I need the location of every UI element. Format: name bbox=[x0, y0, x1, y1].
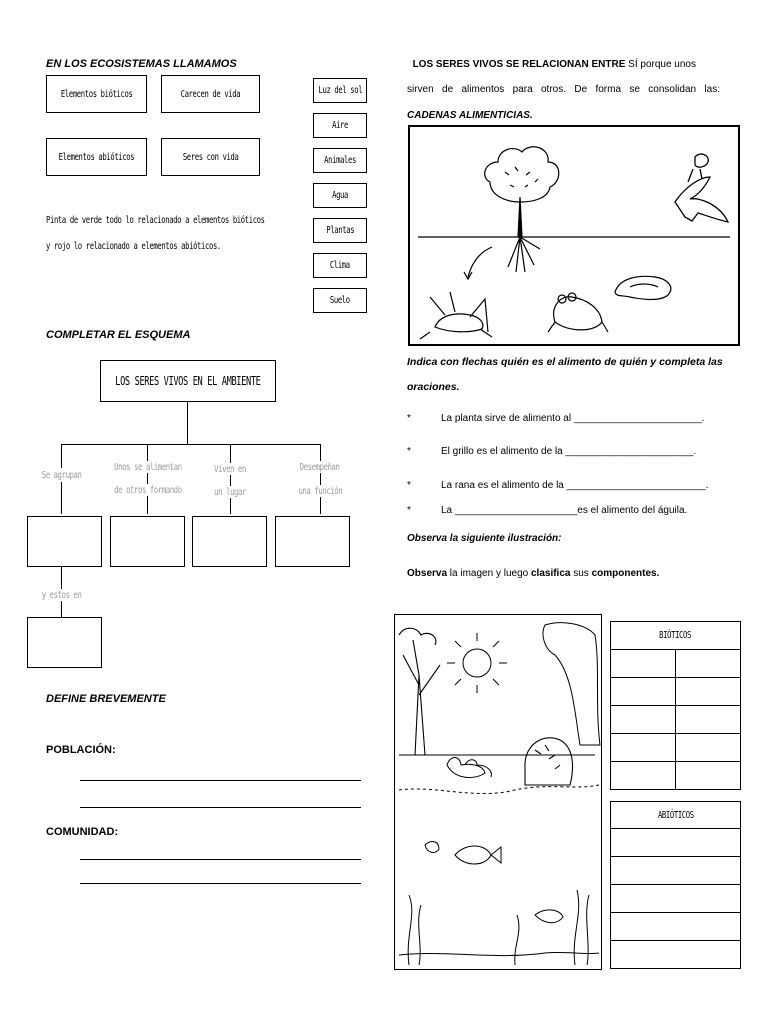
scheme-drop-4 bbox=[320, 444, 321, 514]
observe-classify-instruction: Observa la imagen y luego clasifica sus componentes. bbox=[407, 568, 660, 579]
element-box-animals[interactable]: Animales bbox=[313, 148, 367, 173]
instruction-line-1: Pinta de verde todo lo relacionado a elementos bióticos bbox=[46, 215, 265, 226]
ecosystems-heading: EN LOS ECOSISTEMAS LLAMAMOS bbox=[46, 58, 237, 70]
eagle-icon bbox=[675, 154, 728, 222]
bioticos-cell[interactable] bbox=[611, 706, 676, 734]
food-chains-title: CADENAS ALIMENTICIAS. bbox=[407, 110, 533, 121]
bioticos-header: BIÓTICOS bbox=[610, 621, 741, 650]
bullet-4: * bbox=[407, 505, 411, 516]
scheme-branch-line bbox=[61, 444, 321, 445]
branch-label-3a: Viven en bbox=[200, 463, 260, 475]
abioticos-cell[interactable] bbox=[611, 913, 741, 941]
abioticos-cell[interactable] bbox=[611, 829, 741, 857]
bullet-1: * bbox=[407, 413, 411, 424]
food-chain-illustration bbox=[408, 125, 740, 346]
scheme-sub-label: y estos en bbox=[40, 589, 84, 601]
bioticos-cell[interactable] bbox=[611, 678, 676, 706]
scheme-answer-box-3[interactable] bbox=[192, 516, 267, 567]
bioticos-table bbox=[610, 649, 741, 790]
instruction-line-2: y rojo lo relacionado a elementos abióticos. bbox=[46, 241, 221, 252]
element-box-plants[interactable]: Plantas bbox=[313, 218, 367, 243]
define-heading: DEFINE BREVEMENTE bbox=[46, 693, 166, 705]
sentence-4[interactable]: La ______________________es el alimento del águila. bbox=[441, 505, 688, 516]
intro-line-1: LOS SERES VIVOS SE RELACIONAN ENTRE SÍ porque unos bbox=[412, 59, 696, 70]
comunidad-label: COMUNIDAD: bbox=[46, 826, 119, 838]
branch-label-2a: Unos se alimentan bbox=[110, 461, 185, 473]
bioticos-cell[interactable] bbox=[676, 650, 741, 678]
branch-label-4a: Desempeñan bbox=[285, 461, 355, 473]
scheme-connector bbox=[187, 402, 188, 444]
element-box-climate[interactable]: Clima bbox=[313, 253, 367, 278]
tree-icon bbox=[399, 628, 440, 755]
comunidad-line-1[interactable] bbox=[80, 859, 361, 860]
bioticos-cell[interactable] bbox=[676, 706, 741, 734]
fish-icon bbox=[425, 842, 563, 923]
abioticos-table bbox=[610, 828, 741, 969]
match-box-biotic[interactable]: Elementos bióticos bbox=[46, 75, 147, 113]
bioticos-cell[interactable] bbox=[676, 734, 741, 762]
arrows-instruction: Indica con flechas quién es el alimento de quién y completa las oraciones. bbox=[407, 356, 723, 393]
abioticos-header: ABIÓTICOS bbox=[610, 801, 741, 829]
poblacion-line-1[interactable] bbox=[80, 780, 361, 781]
frog-icon bbox=[548, 293, 608, 332]
cricket-icon bbox=[420, 292, 492, 339]
bioticos-cell[interactable] bbox=[611, 734, 676, 762]
snake-icon bbox=[615, 276, 671, 299]
bullet-2: * bbox=[407, 446, 411, 457]
scheme-answer-box-2[interactable] bbox=[110, 516, 185, 567]
scheme-answer-box-4[interactable] bbox=[275, 516, 350, 567]
branch-label-4b: una función bbox=[285, 485, 355, 497]
bioticos-cell[interactable] bbox=[676, 762, 741, 790]
sentence-1[interactable]: La planta sirve de alimento al _______________________. bbox=[441, 413, 705, 424]
poblacion-line-2[interactable] bbox=[80, 807, 361, 808]
element-box-water[interactable]: Agua bbox=[313, 183, 367, 208]
match-box-no-life[interactable]: Carecen de vida bbox=[161, 75, 260, 113]
bioticos-cell[interactable] bbox=[611, 650, 676, 678]
scheme-drop-3 bbox=[230, 444, 231, 514]
match-box-abiotic[interactable]: Elementos abióticos bbox=[46, 138, 147, 176]
bullet-3: * bbox=[407, 480, 411, 491]
scheme-drop-2 bbox=[147, 444, 148, 514]
scheme-answer-box-5[interactable] bbox=[27, 617, 102, 668]
food-chain-drawing bbox=[410, 127, 738, 344]
scheme-heading: COMPLETAR EL ESQUEMA bbox=[46, 329, 191, 341]
branch-label-3b: un lugar bbox=[200, 486, 260, 498]
branch-label-2b: de otros formando bbox=[110, 484, 185, 496]
element-box-air[interactable]: Aire bbox=[313, 113, 367, 138]
duck-icon bbox=[447, 758, 491, 778]
abioticos-cell[interactable] bbox=[611, 885, 741, 913]
ecosystem-illustration bbox=[394, 614, 602, 970]
scheme-answer-box-1[interactable] bbox=[27, 516, 102, 567]
observe-illustration-label: Observa la siguiente ilustración: bbox=[407, 533, 562, 544]
branch-label-1: Se agrupan bbox=[28, 468, 96, 482]
sun-icon bbox=[447, 633, 507, 693]
scheme-root-box: LOS SERES VIVOS EN EL AMBIENTE bbox=[100, 360, 276, 402]
foliage-icon bbox=[543, 623, 600, 745]
sentence-3[interactable]: La rana es el alimento de la _________________________. bbox=[441, 480, 709, 491]
abioticos-cell[interactable] bbox=[611, 941, 741, 969]
sentence-2[interactable]: El grillo es el alimento de la _______________________. bbox=[441, 446, 697, 457]
bioticos-cell[interactable] bbox=[676, 678, 741, 706]
match-box-living[interactable]: Seres con vida bbox=[161, 138, 260, 176]
tree-icon bbox=[485, 147, 559, 272]
abioticos-cell[interactable] bbox=[611, 857, 741, 885]
intro-line-2: sirven de alimentos para otros. De forma se consolidan las: bbox=[407, 84, 720, 95]
comunidad-line-2[interactable] bbox=[80, 883, 361, 884]
poblacion-label: POBLACIÓN: bbox=[46, 744, 116, 756]
element-box-soil[interactable]: Suelo bbox=[313, 288, 367, 313]
ecosystem-drawing bbox=[395, 615, 601, 969]
bioticos-cell[interactable] bbox=[611, 762, 676, 790]
element-box-sunlight[interactable]: Luz del sol bbox=[313, 78, 367, 103]
tiger-icon bbox=[525, 738, 573, 785]
